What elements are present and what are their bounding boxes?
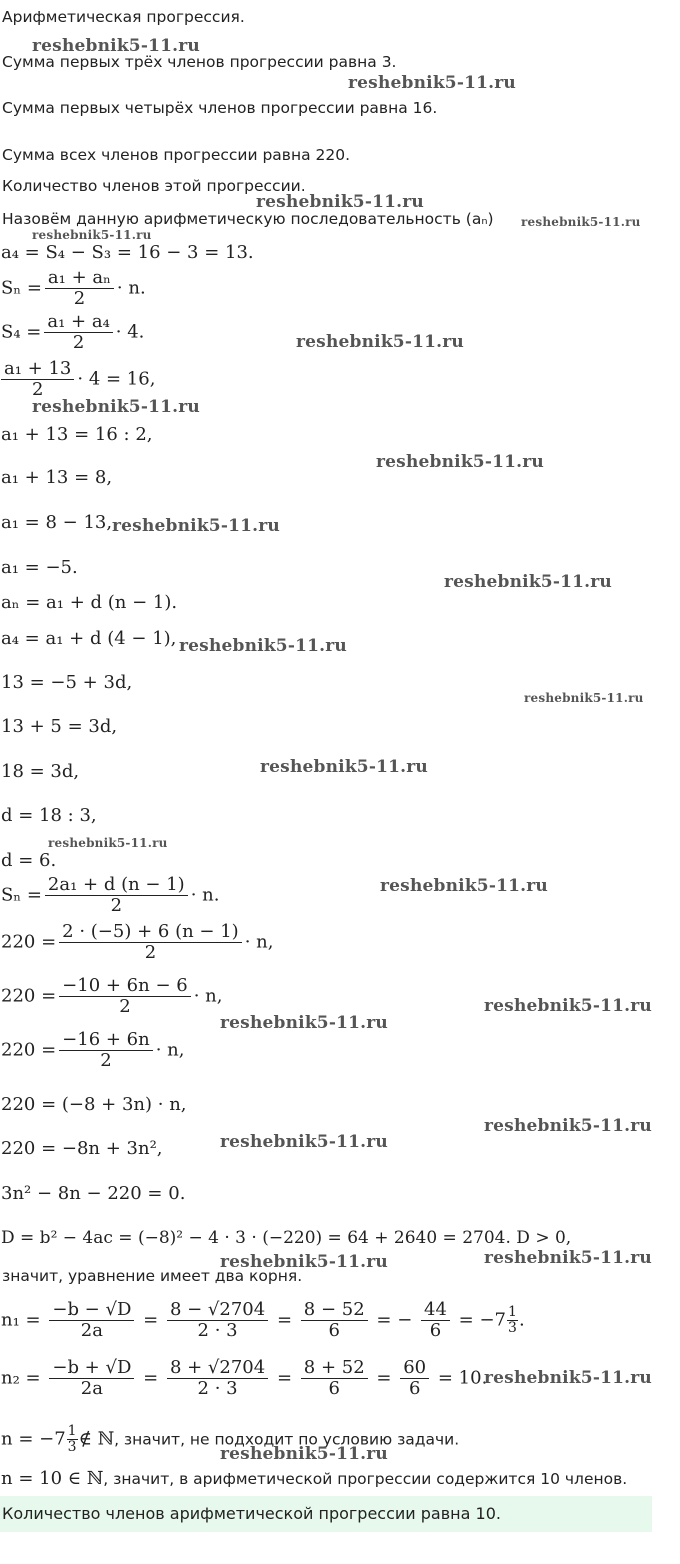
watermark: reshebnik5-11.ru — [32, 397, 200, 417]
eq-step-3: a₁ + 13 = 8, — [1, 467, 113, 488]
answer-box — [0, 1496, 652, 1532]
watermark: reshebnik5-11.ru — [256, 192, 424, 212]
eq-step-11: d = 18 : 3, — [1, 805, 97, 826]
watermark: reshebnik5-11.ru — [348, 73, 516, 93]
watermark: reshebnik5-11.ru — [112, 516, 280, 536]
eq-step-9: 13 + 5 = 3d, — [1, 716, 118, 737]
given-line-4: Сумма всех членов прогрессии равна 220. — [2, 146, 351, 164]
watermark: reshebnik5-11.ru — [32, 228, 152, 242]
watermark: reshebnik5-11.ru — [296, 332, 464, 352]
eq-root-1: n₁ = $\frac{-b - √D}{2a}$ = $\frac{8 - √2704}{2 \cdot 3}$ = $\frac{8 - 52}{6}$ = − $\frac{44}{6}$ = −7 $\frac{1}{3}$ . — [1, 1299, 525, 1341]
eq-220-e: 220 = −8n + 3n², — [1, 1138, 163, 1159]
watermark: reshebnik5-11.ru — [220, 1444, 388, 1464]
watermark: reshebnik5-11.ru — [376, 452, 544, 472]
eq-a4: a₄ = S₄ − S₃ = 16 − 3 = 13. — [1, 242, 254, 263]
eq-220-d: 220 = (−8 + 3n) · n, — [1, 1094, 187, 1115]
eq-quadratic: 3n² − 8n − 220 = 0. — [1, 1183, 186, 1204]
eq-discriminant: D = b² − 4ac = (−8)² − 4 · 3 · (−220) = 64 + 2640 = 2704. D > 0, — [1, 1228, 572, 1248]
given-line-1: Арифметическая прогрессия. — [2, 8, 245, 26]
eq-sn-general: Sₙ = $\frac{\text{2a₁ + d (n − 1)}}{2}$ · n. — [1, 874, 220, 916]
watermark: reshebnik5-11.ru — [524, 691, 644, 705]
watermark: reshebnik5-11.ru — [179, 636, 347, 656]
watermark: reshebnik5-11.ru — [220, 1252, 388, 1272]
conclusion-1: n = −7 $\frac{1}{3}$ ∉ ℕ, значит, не подходит по условию задачи. — [1, 1423, 460, 1455]
eq-220-c: 220 = $\frac{-16 + 6n}{2}$ · n, — [1, 1029, 185, 1071]
eq-step-10: 18 = 3d, — [1, 761, 80, 782]
answer-text: Количество членов арифметической прогрессии равна 10. — [2, 1504, 501, 1523]
eq-step-5: a₁ = −5. — [1, 557, 78, 578]
watermark: reshebnik5-11.ru — [444, 572, 612, 592]
watermark: reshebnik5-11.ru — [484, 996, 652, 1016]
discriminant-text: значит, уравнение имеет два корня. — [2, 1267, 303, 1285]
eq-substitute: $\frac{\text{a₁ + 13}}{2}$ · 4 = 16, — [1, 359, 155, 400]
given-line-6: Назовём данную арифметическую последовательность (aₙ) — [2, 210, 494, 228]
eq-220-a: 220 = $\frac{2 \cdot (-5) + 6 (n - 1)}{2}$ · n, — [1, 921, 274, 963]
watermark: reshebnik5-11.ru — [220, 1013, 388, 1033]
given-line-2: Сумма первых трёх членов прогрессии равна 3. — [2, 53, 397, 71]
eq-step-7: a₄ = a₁ + d (4 − 1), — [1, 628, 177, 649]
watermark: reshebnik5-11.ru — [32, 36, 200, 56]
conclusion-2: n = 10 ∈ ℕ, значит, в арифметической прогрессии содержится 10 членов. — [1, 1468, 628, 1489]
watermark: reshebnik5-11.ru — [484, 1248, 652, 1268]
eq-220-b: 220 = $\frac{-10 + 6n - 6}{2}$ · n, — [1, 975, 223, 1017]
watermark: reshebnik5-11.ru — [484, 1116, 652, 1136]
eq-step-2: a₁ + 13 = 16 : 2, — [1, 424, 153, 445]
watermark: reshebnik5-11.ru — [260, 757, 428, 777]
eq-s4-formula: S₄ = $\frac{\text{a₁ + a₄}}{2}$ · 4. — [1, 311, 145, 353]
eq-step-4: a₁ = 8 − 13, — [1, 512, 113, 533]
eq-step-8: 13 = −5 + 3d, — [1, 672, 133, 693]
eq-sn-formula: Sₙ = $\frac{\text{a₁ + aₙ}}{2}$ · n. — [1, 267, 146, 309]
watermark: reshebnik5-11.ru — [484, 1368, 652, 1388]
watermark: reshebnik5-11.ru — [48, 836, 168, 850]
eq-root-2: n₂ = $\frac{-b + √D}{2a}$ = $\frac{8 + √2704}{2 \cdot 3}$ = $\frac{8 + 52}{6}$ = $\frac{60}{6}$ = 10. — [1, 1357, 488, 1399]
given-line-3: Сумма первых четырёх членов прогрессии равна 16. — [2, 99, 438, 117]
watermark: reshebnik5-11.ru — [220, 1132, 388, 1152]
given-line-5: Количество членов этой прогрессии. — [2, 177, 306, 195]
eq-step-6: aₙ = a₁ + d (n − 1). — [1, 592, 178, 613]
watermark: reshebnik5-11.ru — [380, 876, 548, 896]
eq-step-12: d = 6. — [1, 850, 57, 871]
watermark: reshebnik5-11.ru — [521, 215, 641, 229]
